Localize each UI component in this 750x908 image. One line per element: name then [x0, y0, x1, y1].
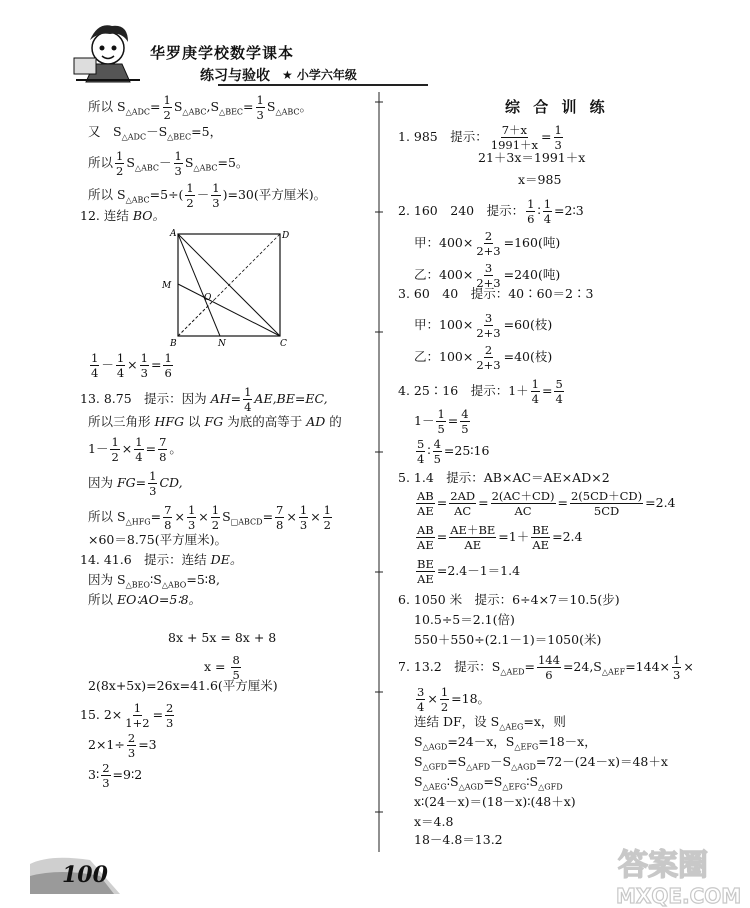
text-line: 10.5÷5＝2.1(倍) — [414, 612, 515, 627]
mascot-illustration — [70, 18, 148, 84]
text-line: 2(8x+5x)=26x=41.6(平方厘米) — [88, 678, 278, 693]
text-line: 2×1÷ $\frac{2}{3}$ =3 — [88, 731, 157, 761]
watermark-text: 答案圈 — [618, 848, 708, 883]
text-line: $S_{\triangle AEG}∶S_{\triangle AGD}=S_{\triangle EFG}∶S_{\triangle GFD}$ — [414, 774, 563, 792]
label-n: N — [218, 339, 226, 349]
text-line: ×60＝8.75(平方厘米)。 — [88, 532, 227, 547]
watermark-url: MXQE.COM — [616, 884, 742, 908]
square-geometry-figure — [162, 228, 290, 349]
question-2: 2. 160 240 提示： $\frac{1}{6}$ ∶ $\frac{1}{4}$ =2∶3 — [398, 197, 584, 227]
book-subtitle: 练习与验收 — [200, 68, 270, 84]
equation: 8x + 5x = 8x + 8 — [168, 630, 277, 645]
text-line: 3∶ $\frac{2}{3}$ =9∶2 — [88, 761, 143, 791]
question-5: 5. 1.4 提示：AB×AC＝AE×AD×2 — [398, 470, 610, 485]
text-line: 所以三角形 HFG 以 FG 为底的高等于 AD 的 — [88, 414, 342, 429]
problem-15: 15. 2× $\frac{1}{1+2}$ = $\frac{2}{3}$ — [80, 701, 174, 731]
text-line: 乙：100× $\frac{2}{2+3}$ =40(枝) — [414, 343, 553, 373]
text-line: x＝985 — [518, 172, 562, 187]
problem-13: 13. 8.75 提示：因为 AH= $\frac{1}{4}$ AE,BE=EC, — [80, 385, 328, 415]
column-divider — [372, 92, 386, 852]
book-series-title: 华罗庚学校数学课本 — [150, 44, 295, 62]
page-number: 100 — [62, 862, 108, 888]
text-line: 1－ $\frac{1}{2}$ × $\frac{1}{4}$ = $\frac{7}{8}$ 。 — [88, 435, 182, 465]
text-line: 因为 $S_{\triangle BEO}∶S_{\triangle ABO}=5∶8$, — [88, 572, 220, 590]
text-line: $\frac{3}{4}$ × $\frac{1}{2}$ =18。 — [417, 685, 491, 715]
text-line: 甲：100× $\frac{3}{2+3}$ =60(枝) — [414, 311, 553, 341]
text-line: $S_{\triangle AGD}=24-x$，$S_{\triangle EFG}=18-x$， — [414, 734, 597, 752]
problem-14: 14. 41.6 提示：连结 DE。 — [80, 552, 243, 567]
text-line: 所以 $S_{\triangle ABC}=5\div$( $\frac{1}{2}$ － $\frac{1}{3}$ )=30(平方厘米)。 — [88, 181, 327, 211]
question-7: 7. 13.2 提示：$S_{\triangle AED}=$ $\frac{144}{6}$ $=24,S_{\triangle AEF}=144\times$ $\frac{1}{3}$ × — [398, 653, 694, 683]
text-line: 甲：400× $\frac{2}{2+3}$ =160(吨) — [414, 229, 561, 259]
label-m: M — [162, 281, 172, 291]
watermark-logo — [610, 835, 750, 908]
text-line: $\frac{5}{4}$ ∶ $\frac{4}{5}$ =25∶16 — [417, 437, 490, 467]
text-line: $\frac{AB}{AE}$ = $\frac{AE+BE}{AE}$ =1＋ $\frac{BE}{AE}$ =2.4 — [417, 523, 583, 553]
text-line: x∶(24－x)＝(18－x)∶(48＋x) — [414, 794, 576, 809]
text-line: 21＋3x＝1991＋x — [478, 150, 586, 165]
text-line: $\frac{1}{4}$ － $\frac{1}{4}$ × $\frac{1}{3}$ = $\frac{1}{6}$ — [91, 351, 172, 381]
grade-label: ★ 小学六年级 — [282, 68, 357, 82]
section-title: 综 合 训 练 — [505, 98, 609, 116]
text-line: 所以 $\frac{1}{2}$ $S_{\triangle ABC}-$ $\frac{1}{3}$ $S_{\triangle ABC}=5$。 — [88, 149, 249, 179]
question-6: 6. 1050 米 提示：6÷4×7＝10.5(步) — [398, 592, 620, 607]
problem-12: 12. 连结 BO。 — [80, 208, 166, 223]
label-c: C — [280, 339, 287, 349]
text-line: 乙：400× $\frac{3}{2+3}$ =240(吨) — [414, 261, 561, 291]
text-line: x＝4.8 — [414, 814, 454, 829]
text-line: 550＋550÷(2.1－1)＝1050(米) — [414, 632, 602, 647]
equation: x = $\frac{8}{5}$ — [204, 653, 240, 683]
text-line: 18－4.8＝13.2 — [414, 832, 503, 847]
text-line: 因为 FG= $\frac{1}{3}$ CD, — [88, 469, 183, 499]
text-line: $\frac{AB}{AE}$ = $\frac{2AD}{AC}$ = $\frac{2(AC+CD)}{AC}$ = $\frac{2(5CD+CD)}{5CD}$ =2.4 — [417, 489, 676, 519]
text-line: 所以 EO∶AO=5∶8。 — [88, 592, 202, 607]
label-o: O — [204, 293, 212, 303]
label-b: B — [170, 339, 177, 349]
text-line: 所以 $S_{\triangle HFG}=$ $\frac{7}{8}$ × $\frac{1}{3}$ × $\frac{1}{2}$ $S_{□ABCD}=$ $\frac{7}{8}$ × $\frac{1}{3}$ × $\frac{1}{2}$ — [88, 503, 331, 533]
page-header — [70, 18, 430, 86]
text-line: 1－ $\frac{1}{5}$ = $\frac{4}{5}$ — [414, 407, 469, 437]
text-line: $S_{\triangle GFD}=S_{\triangle AFD}-S_{\triangle AGD}=72-(24-x)=48+x$ — [414, 754, 668, 772]
label-a: A — [170, 229, 177, 239]
text-line: 所以 $S_{\triangle ADC}=$ $\frac{1}{2}$ $S_{\triangle ABC},S_{\triangle BEC}=$ $\frac{1}{3}$ $S_{\triangle ABC}$。 — [88, 93, 313, 123]
header-rule — [218, 84, 428, 86]
question-1: 1. 985 提示： $\frac{7+x}{1991+x}$ = $\frac{1}{3}$ — [398, 123, 562, 153]
text-line: 连结 DF，设 $S_{\triangle AEG}=x$，则 — [414, 714, 566, 732]
question-3: 3. 60 40 提示：40∶60＝2∶3 — [398, 286, 594, 301]
text-line: 又 $S_{\triangle ADC}-S_{\triangle BEC}=5$， — [88, 124, 223, 142]
text-line: $\frac{BE}{AE}$ =2.4－1＝1.4 — [417, 557, 521, 587]
label-d: D — [282, 231, 290, 241]
question-4: 4. 25∶16 提示：1＋ $\frac{1}{4}$ = $\frac{5}{4}$ — [398, 377, 563, 407]
